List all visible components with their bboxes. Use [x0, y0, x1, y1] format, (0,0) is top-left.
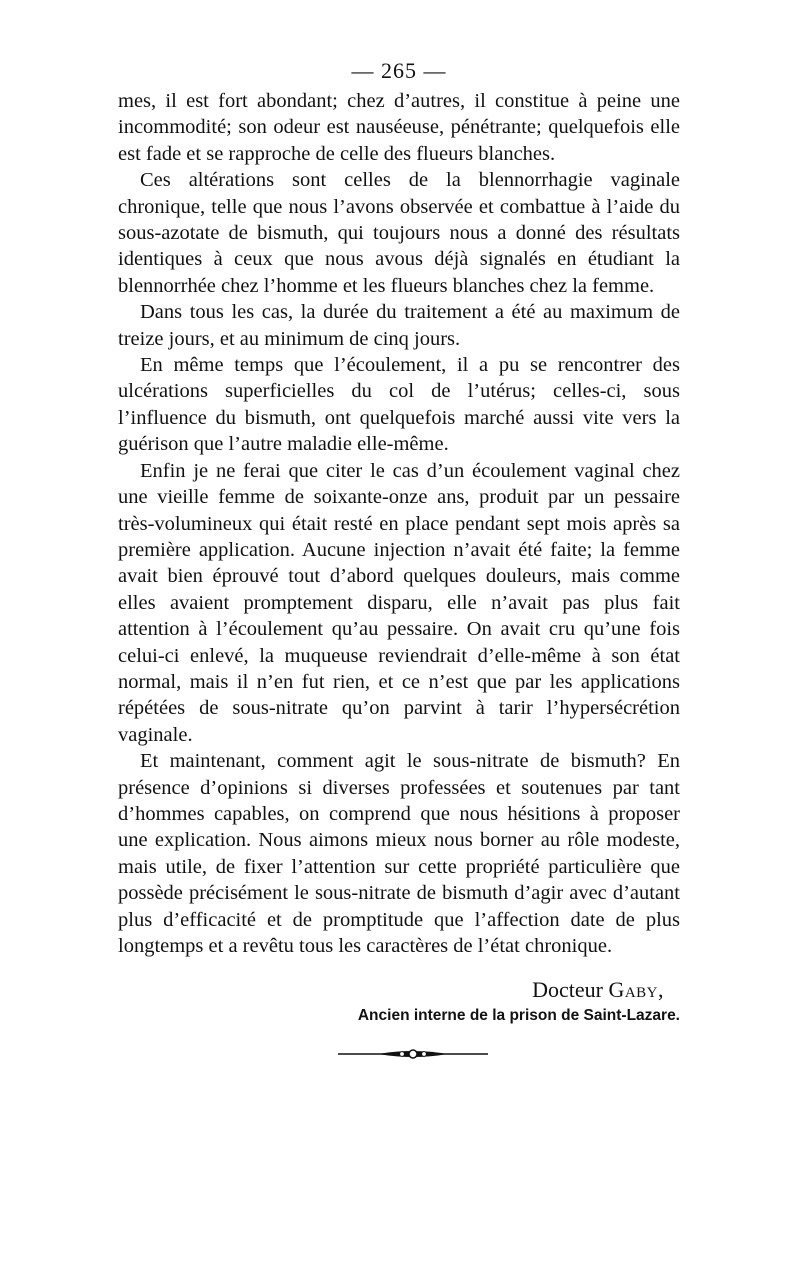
paragraph-1: mes, il est fort abondant; chez d’autres, il constitue à peine une incommodité; son odeur est nauséeuse, pénétrante; quelquefois elle est fade et se rapproche de celle des flueurs blanches.	[118, 90, 680, 165]
signature-title: Ancien interne de la prison de Saint-Lazare.	[357, 1007, 680, 1025]
paragraph-5: Enfin je ne ferai que citer le cas d’un écoulement vaginal chez une vieille femme de soixante-onze ans, produit par un pessaire très-volumineux qui était resté en place pendant sept mois après sa première application. Aucune injection n’avait été faite; la femme avait bien éprouvé tout d’abord quelques douleurs, mais comme elles avaient promptement disparu, elle n’avait pas plus fait attention à l’écoulement qu’au pessaire. On avait cru qu’une fois celui-ci enlevé, la muqueuse reviendrait d’elle-même à son état normal, mais il n’en fut rien, et ce n’est que par les applications répétées de sous-nitrate qu’on parvint à tarir l’hypersécrétion vaginale.	[118, 459, 680, 746]
ornament-svg	[338, 1047, 488, 1061]
paragraph-2: Ces altérations sont celles de la blennorrhagie vaginale chronique, telle que nous l’avons observée et combattue à l’aide du sous-azotate de bismuth, qui toujours nous a donné des résultats identiques à ceux que nous avous déjà signalés en étudiant la blennorrhée chez l’homme et les flueurs blanches chez la femme.	[118, 169, 680, 297]
signature-block	[118, 975, 680, 1027]
page-number: — 265 —	[351, 58, 447, 83]
paragraph-4: En même temps que l’écoulement, il a pu se rencontrer des ulcérations superficielles du col de l’utérus; celles-ci, sous l’influence du bismuth, ont quelquefois marché aussi vite vers la guérison que l’autre maladie elle-même.	[118, 354, 680, 456]
book-page	[118, 58, 680, 1061]
signature-name	[118, 975, 680, 1005]
body-text	[118, 88, 680, 959]
signature-prefix: Docteur	[532, 977, 609, 1003]
signature-surname: Gaby,	[608, 977, 664, 1003]
paragraph-6: Et maintenant, comment agit le sous-nitrate de bismuth? En présence d’opinions si diverses professées et soutenues par tant d’hommes capables, on comprend que nous hésitions à proposer une explication. Nous aimons mieux nous borner au rôle modeste, mais utile, de fixer l’attention sur cette propriété particulière que possède précisément le sous-nitrate de bismuth d’agir avec d’autant plus d’efficacité et de promptitude que l’affection date de plus longtemps et a revêtu tous les caractères de l’état chronique.	[118, 750, 680, 957]
ornament-divider-icon	[338, 1047, 488, 1061]
paragraph-3: Dans tous les cas, la durée du traitement a été au maximum de treize jours, et au minimum de cinq jours.	[118, 301, 680, 350]
